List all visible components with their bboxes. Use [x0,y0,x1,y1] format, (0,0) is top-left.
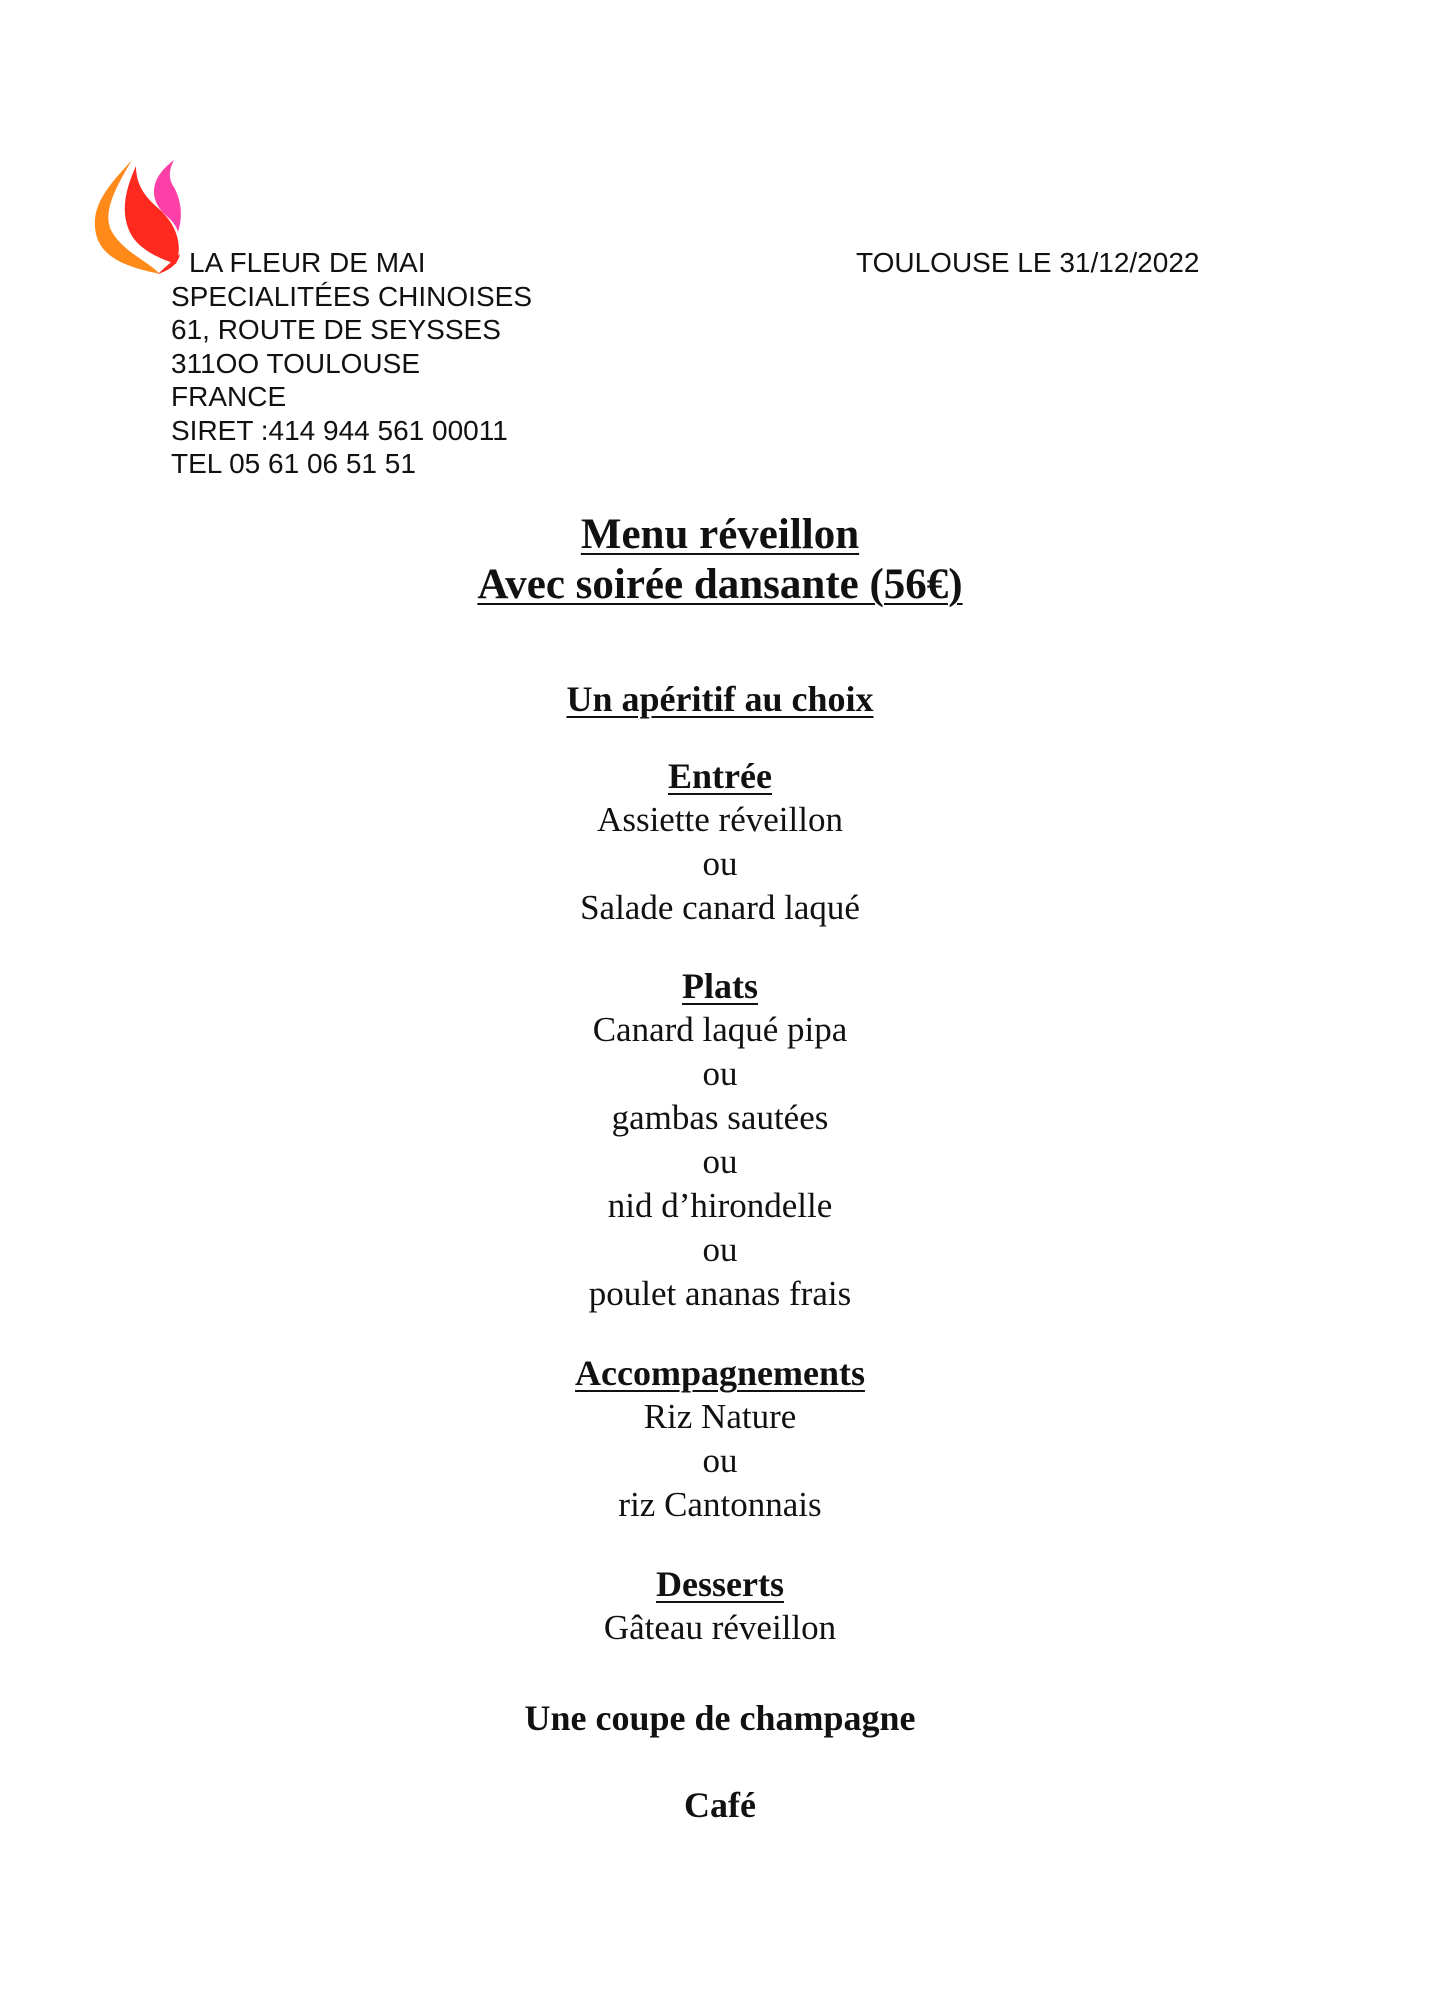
plats-item: Canard laqué pipa [592,1010,848,1049]
plats-item: nid d’hirondelle [607,1186,833,1225]
plats-or: ou [702,1054,738,1093]
plats-or: ou [702,1142,738,1181]
entree-or: ou [702,844,738,883]
desserts-heading-text: Desserts [656,1564,784,1604]
entree-heading-text: Entrée [668,756,772,796]
company-street: 61, ROUTE DE SEYSSES [171,314,501,345]
champagne-line: Une coupe de champagne [524,1698,916,1738]
menu-subtitle [0,560,1440,609]
company-city: 311OO TOULOUSE [171,347,420,379]
company-siret: SIRET :414 944 561 00011 [171,414,508,446]
company-country: FRANCE [171,381,287,412]
entree-item: Salade canard laqué [580,888,860,927]
plats-or: ou [702,1230,738,1269]
aperitif-heading [0,678,1440,720]
menu-subtitle-text: Avec soirée dansante (56€) [477,561,963,608]
accompagnements-or: ou [702,1441,738,1480]
accompagnements-heading-text: Accompagnements [575,1353,865,1393]
plats-item: gambas sautées [611,1098,829,1137]
plats-heading [0,965,1440,1007]
menu-title-text: Menu réveillon [580,511,860,558]
accompagnements-item: Riz Nature [643,1397,797,1436]
accompagnements-item: riz Cantonnais [618,1485,822,1524]
company-address-block [171,246,532,481]
desserts-heading [0,1563,1440,1605]
place-and-date: TOULOUSE LE 31/12/2022 [856,247,1200,278]
company-name: LA FLEUR DE MAI [189,247,426,278]
desserts-item: Gâteau réveillon [603,1608,837,1647]
company-phone: TEL 05 61 06 51 51 [171,448,416,479]
flame-flower-logo [88,156,184,276]
aperitif-heading-text: Un apéritif au choix [566,679,874,719]
cafe-line: Café [684,1785,756,1825]
accompagnements-heading [0,1352,1440,1394]
menu-title [0,510,1440,559]
company-specialty: SPECIALITÉES CHINOISES [171,280,532,312]
plats-heading-text: Plats [682,966,758,1006]
entree-heading [0,755,1440,797]
plats-item: poulet ananas frais [588,1274,852,1313]
entree-item: Assiette réveillon [597,800,843,839]
